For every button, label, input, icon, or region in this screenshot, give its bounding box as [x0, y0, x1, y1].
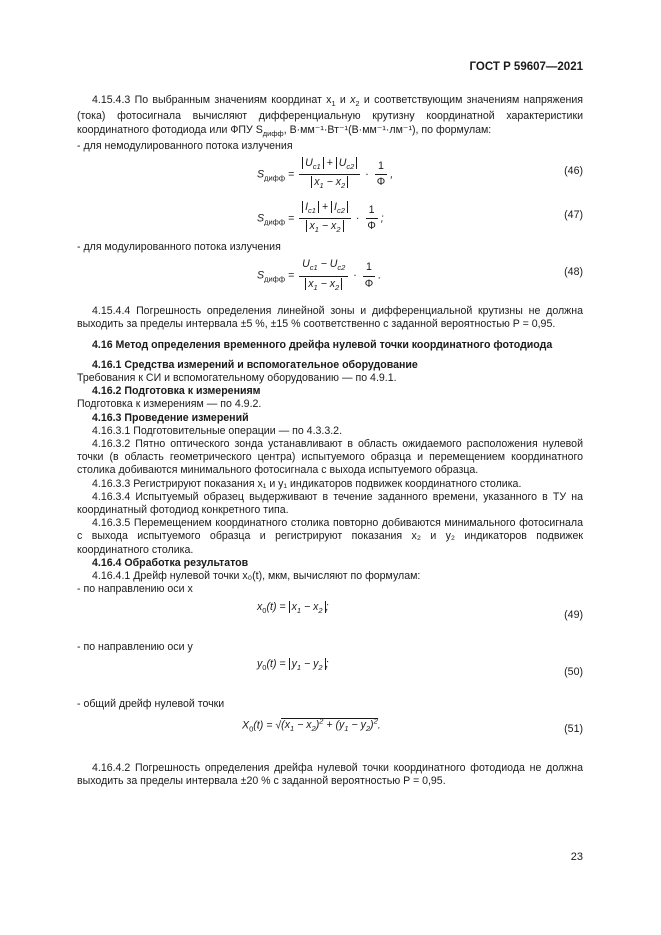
- text-4-16-3-5: 4.16.3.5 Перемещением координатного столика повторно добиваются минимального фотосигнала с выхода испытуемого образца и регистрируют показания x₂ и y₂ индикаторов подвижек координатного столика.: [77, 517, 583, 556]
- formula-46: $S_{дифф}$ = $\frac{U_{c1} + U_{c2}}{x_1 - x_2}$ · $\frac{1}{\Phi}$ , (46): [257, 157, 583, 191]
- text-4-16-1: Требования к СИ и вспомогательному оборудованию — по 4.9.1.: [77, 372, 397, 385]
- text-4-16-2: Подготовка к измерениям — по 4.9.2.: [77, 398, 262, 411]
- list-item-axis-x: - по направлению оси x: [77, 583, 193, 596]
- formula-50: $y_0(t) = y_1 - y_2$ ; (50): [257, 657, 583, 678]
- subsection-heading-4-16-3: 4.16.3 Проведение измерений: [92, 411, 249, 424]
- list-item-unmodulated: - для немодулированного потока излучения: [77, 139, 293, 152]
- formula-51: $X_0(t) = √(x_1 - x_2)^2 + (y_1 - y_2)^2$. (51): [242, 716, 583, 735]
- equation-number-51: (51): [564, 722, 583, 735]
- subsection-heading-4-16-4: 4.16.4 Обработка результатов: [92, 556, 249, 569]
- list-item-modulated: - для модулированного потока излучения: [77, 241, 281, 254]
- formula-48: $S_{дифф}$ = $\frac{U_{c1} - U_{c2}}{x_1 - x_2}$ · $\frac{1}{\Phi}$ . (48): [257, 258, 583, 292]
- list-item-total-drift: - общий дрейф нулевой точки: [77, 697, 225, 710]
- equation-number-50: (50): [564, 665, 583, 678]
- text-4-16-3-1: 4.16.3.1 Подготовительные операции — по 4.3.3.2.: [92, 424, 343, 437]
- equation-number-48: (48): [564, 266, 583, 279]
- text-4-16-3-2: 4.16.3.2 Пятно оптического зонда устанавливают в область ожидаемого расположения нулевой точки (в область геометрического центра) испытуемого образца и перемещением координатного столика добиваются минимального фотосигнала с выхода испытуемого образца.: [77, 438, 583, 477]
- document-body: [77, 94, 583, 788]
- paragraph-4-15-4-3: 4.15.4.3 По выбранным значениям координат $x_1$ и $x_2$ и соответствующим значениям напряжения (тока) фотосигнала вычисляют дифференциальную крутизну координатной характеристики координатного фотодиода или ФПУ $S_{дифф}$, В·мм⁻¹·Вт⁻¹(В·мм⁻¹·лм⁻¹), по формулам:: [77, 94, 583, 138]
- equation-number-47: (47): [564, 209, 583, 222]
- text-4-16-3-3: 4.16.3.3 Регистрируют показания x₁ и y₁ индикаторов подвижек координатного столика.: [92, 477, 522, 490]
- list-item-axis-y: - по направлению оси y: [77, 640, 193, 653]
- text-4-16-4-2: 4.16.4.2 Погрешность определения дрейфа нулевой точки координатного фотодиода не должна выходить за пределы интервала ±20 % с заданной вероятностью P = 0,95.: [77, 761, 583, 788]
- equation-number-49: (49): [564, 608, 583, 621]
- document-header: ГОСТ Р 59607—2021: [469, 61, 583, 73]
- section-heading-4-16: 4.16 Метод определения временного дрейфа нулевой точки координатного фотодиода: [92, 338, 553, 351]
- formula-49: $x_0(t) = x_1 - x_2$ ; (49): [257, 600, 583, 621]
- subsection-heading-4-16-2: 4.16.2 Подготовка к измерениям: [92, 385, 261, 398]
- page-number: 23: [570, 851, 583, 863]
- formula-47: $S_{дифф}$ = $\frac{I_{c1} + I_{c2}}{x_1 - x_2}$ · $\frac{1}{\Phi}$ ; (47): [257, 201, 583, 235]
- subsection-heading-4-16-1: 4.16.1 Средства измерений и вспомогательное оборудование: [92, 358, 418, 371]
- text-4-16-3-4: 4.16.3.4 Испытуемый образец выдерживают в течение заданного времени, указанного в ТУ на координатный фотодиод конкретного типа.: [77, 490, 583, 517]
- text-4-16-4-1: 4.16.4.1 Дрейф нулевой точки x₀(t), мкм, вычисляют по формулам:: [92, 570, 421, 583]
- paragraph-4-15-4-4: 4.15.4.4 Погрешность определения линейной зоны и дифференциальной крутизны не должна выходить за пределы интервала ±5 %, ±15 % соответственно с заданной вероятностью P = 0,95.: [77, 305, 583, 331]
- equation-number-46: (46): [564, 165, 583, 178]
